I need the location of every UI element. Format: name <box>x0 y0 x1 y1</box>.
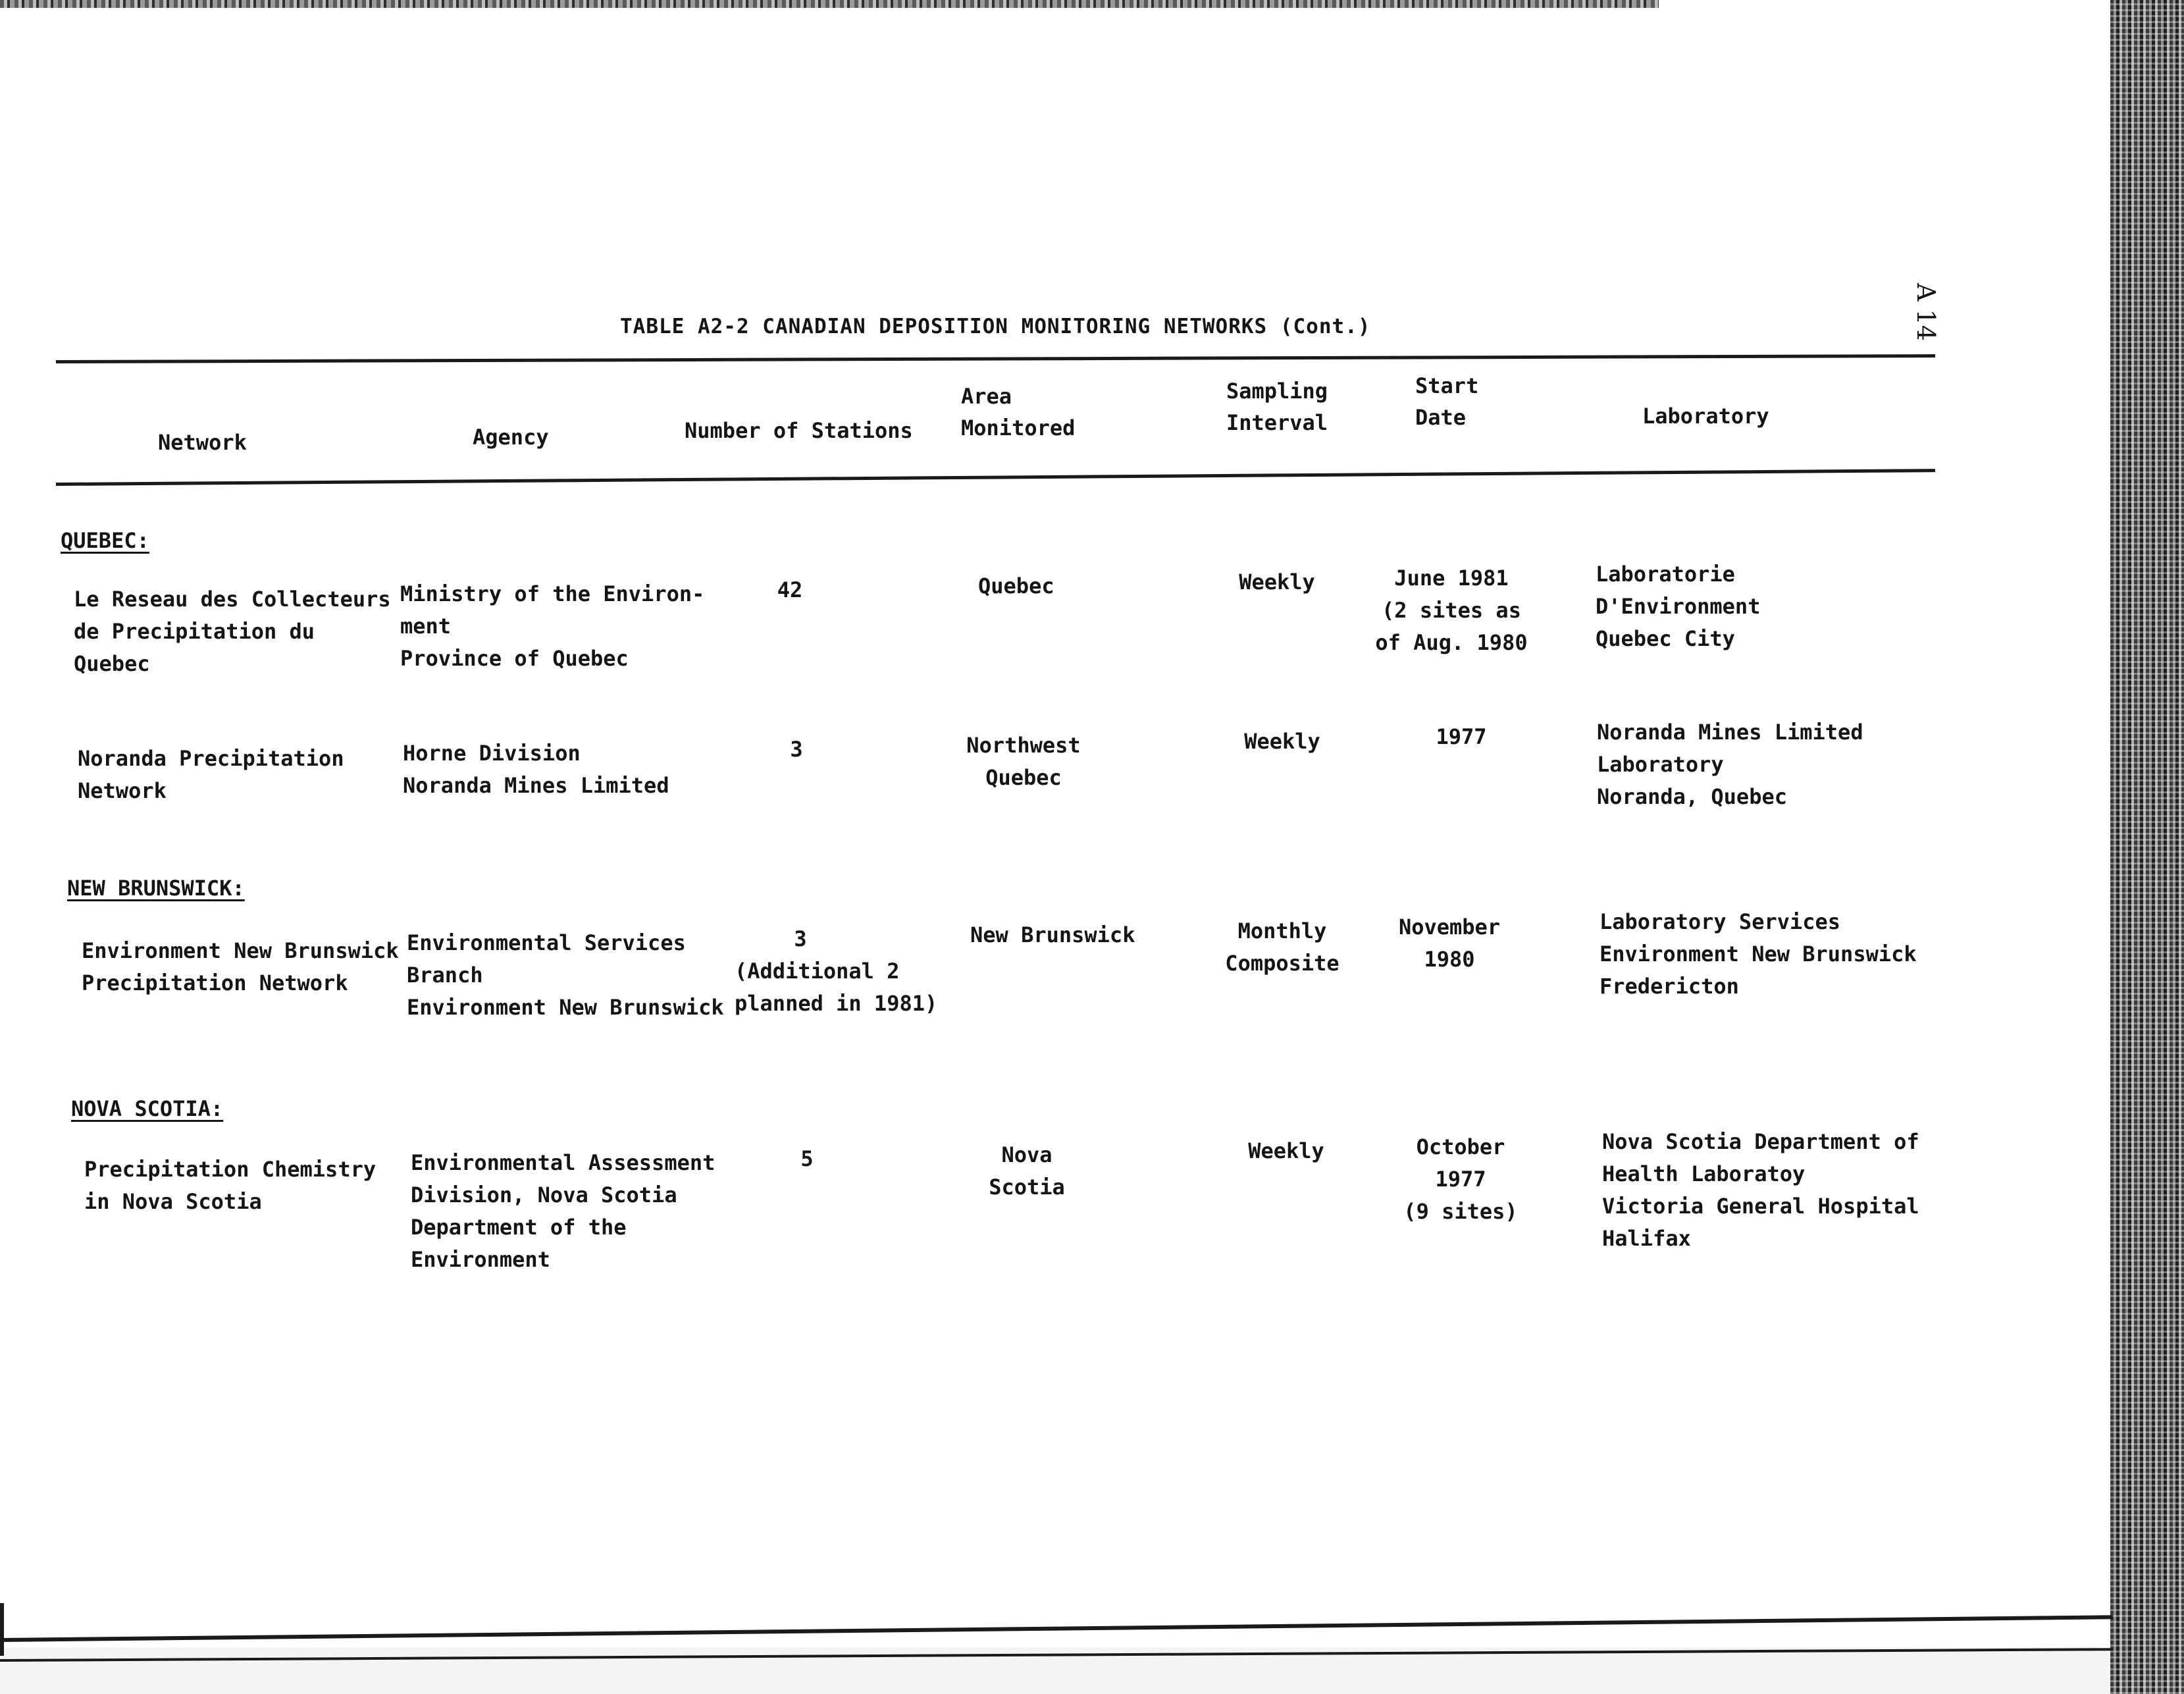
section-heading: QUEBEC: <box>61 528 149 553</box>
cell-network: Noranda Precipitation Network <box>78 746 344 803</box>
cell-stations: 3 (Additional 2 planned in 1981) <box>735 926 938 1016</box>
header-interval: Sampling Interval <box>1226 379 1328 435</box>
cell-laboratory: Laboratorie D'Environment Quebec City <box>1596 562 1761 651</box>
cell-interval: Weekly <box>1239 569 1315 595</box>
cell-area: New Brunswick <box>970 922 1135 947</box>
cell-start-date: October 1977 (9 sites) <box>1403 1134 1518 1224</box>
cell-network: Le Reseau des Collecteurs de Precipitation du Quebec <box>74 587 391 676</box>
scan-edge-top <box>0 0 1659 8</box>
cell-interval: Monthly Composite <box>1225 918 1339 976</box>
cell-area: Quebec <box>978 573 1054 598</box>
cell-stations: 3 <box>790 737 803 762</box>
cell-area: Nova Scotia <box>989 1142 1065 1200</box>
cell-agency: Horne Division Noranda Mines Limited <box>403 741 669 798</box>
table-title: TABLE A2-2 CANADIAN DEPOSITION MONITORING NETWORKS (Cont.) <box>620 315 1371 338</box>
section-heading: NOVA SCOTIA: <box>71 1096 224 1121</box>
cell-interval: Weekly <box>1244 729 1320 754</box>
cell-laboratory: Laboratory Services Environment New Brunswick Fredericton <box>1599 909 1917 999</box>
header-start: Start Date <box>1415 373 1479 430</box>
cell-agency: Ministry of the Environ- ment Province of Quebec <box>400 581 705 671</box>
scan-edge-bottom <box>0 1638 2110 1694</box>
cell-area: Northwest Quebec <box>966 733 1081 790</box>
page-number: A 14 <box>1911 283 1940 341</box>
cell-interval: Weekly <box>1248 1138 1324 1163</box>
cell-start-date: November 1980 <box>1398 914 1501 972</box>
cell-network: Precipitation Chemistry in Nova Scotia <box>84 1157 377 1214</box>
header-laboratory: Laboratory <box>1642 404 1769 429</box>
section-heading: NEW BRUNSWICK: <box>67 876 245 901</box>
cell-start-date: June 1981 (2 sites as of Aug. 1980 <box>1375 566 1528 655</box>
scan-edge-right <box>2110 0 2184 1694</box>
cell-stations: 5 <box>800 1146 814 1171</box>
header-network: Network <box>158 430 247 455</box>
cell-agency: Environmental Services Branch Environment New Brunswick <box>407 930 724 1020</box>
cell-start-date: 1977 <box>1436 724 1487 749</box>
header-stations: Number of Stations <box>685 418 913 443</box>
cell-network: Environment New Brunswick Precipitation Network <box>82 938 399 995</box>
header-agency: Agency <box>473 425 549 450</box>
cell-agency: Environmental Assessment Division, Nova Scotia Department of the Environment <box>411 1150 715 1272</box>
cell-laboratory: Noranda Mines Limited Laboratory Noranda, Quebec <box>1597 720 1863 809</box>
header-area: Area Monitored <box>961 384 1076 440</box>
cell-laboratory: Nova Scotia Department of Health Laboratoy Victoria General Hospital Halifax <box>1602 1129 1919 1251</box>
header-bottom-rule <box>56 469 1935 486</box>
table-top-rule <box>56 354 1935 363</box>
scan-edge-left-mark <box>0 1603 4 1656</box>
cell-stations: 42 <box>777 577 803 602</box>
